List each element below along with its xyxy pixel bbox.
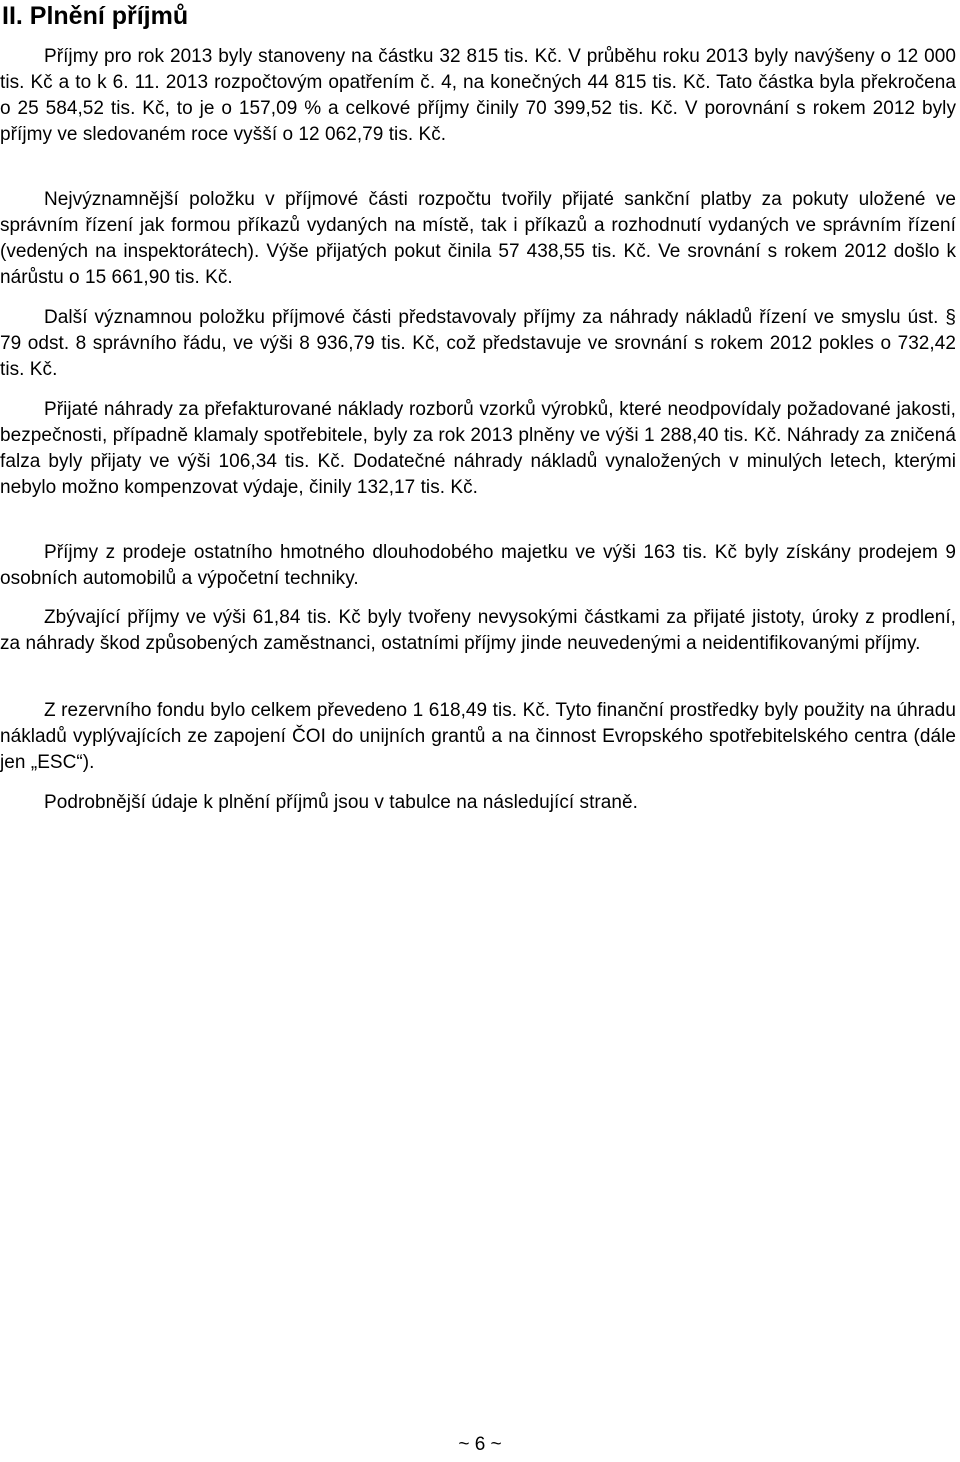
paragraph-remaining-income: Zbývající příjmy ve výši 61,84 tis. Kč byly tvořeny nevysokými částkami za přijaté jistoty, úroky z prodlení, za náhrady škod způsobených zaměstnanci, ostatními příjmy jinde neuvedenými a neidentifikovanými příjmy.	[0, 607, 956, 654]
paragraph-analysis-costs: Přijaté náhrady za přefakturované náklady rozborů vzorků výrobků, které neodpovídaly požadované jakosti, bezpečnosti, případně klamaly spotřebitele, byly za rok 2013 plněny ve výši 1 288,40 tis. Kč. Náhrady za zničená falza byly přijaty ve výši 106,34 tis. Kč. Dodatečné náhrady nákladů vynaložených v minulých letech, kterými nebylo možno kompenzovat výdaje, činily 132,17 tis. Kč.	[0, 399, 956, 498]
page-number: ~ 6 ~	[458, 1434, 502, 1455]
paragraph-asset-sales: Příjmy z prodeje ostatního hmotného dlouhodobého majetku ve výši 163 tis. Kč byly získány prodejem 9 osobních automobilů a výpočetní techniky.	[0, 542, 956, 589]
paragraph-reserve-fund: Z rezervního fondu bylo celkem převedeno 1 618,49 tis. Kč. Tyto finanční prostředky byly použity na úhradu nákladů vyplývajících ze zapojení ČOI do unijních grantů a na činnost Evropského spotřebitelského centra (dále jen „ESC“).	[0, 700, 956, 773]
section-heading: II. Plnění příjmů	[2, 2, 189, 30]
paragraph-income-overview: Příjmy pro rok 2013 byly stanoveny na částku 32 815 tis. Kč. V průběhu roku 2013 byly navýšeny o 12 000 tis. Kč a to k 6. 11. 2013 rozpočtovým opatřením č. 4, na konečných 44 815 tis. Kč. Tato částka byla překročena o 25 584,52 tis. Kč, to je o 157,09 % a celkové příjmy činily 70 399,52 tis. Kč. V porovnání s rokem 2012 byly příjmy ve sledovaném roce vyšší o 12 062,79 tis. Kč.	[0, 46, 956, 145]
paragraph-sanction-payments: Nejvýznamnější položku v příjmové části rozpočtu tvořily přijaté sankční platby za pokuty uložené ve správním řízení jak formou příkazů vydaných na místě, tak i příkazů a rozhodnutí vydaných ve správním řízení (vedených na inspektorátech). Výše přijatých pokut činila 57 438,55 tis. Kč. Ve srovnání s rokem 2012 došlo k nárůstu o 15 661,90 tis. Kč.	[0, 189, 956, 288]
paragraph-table-reference: Podrobnější údaje k plnění příjmů jsou v tabulce na následující straně.	[44, 792, 638, 813]
paragraph-proceeding-costs: Další významnou položku příjmové části představovaly příjmy za náhrady nákladů řízení ve smyslu úst. § 79 odst. 8 správního řádu, ve výši 8 936,79 tis. Kč, což představuje ve srovnání s rokem 2012 pokles o 732,42 tis. Kč.	[0, 307, 956, 380]
